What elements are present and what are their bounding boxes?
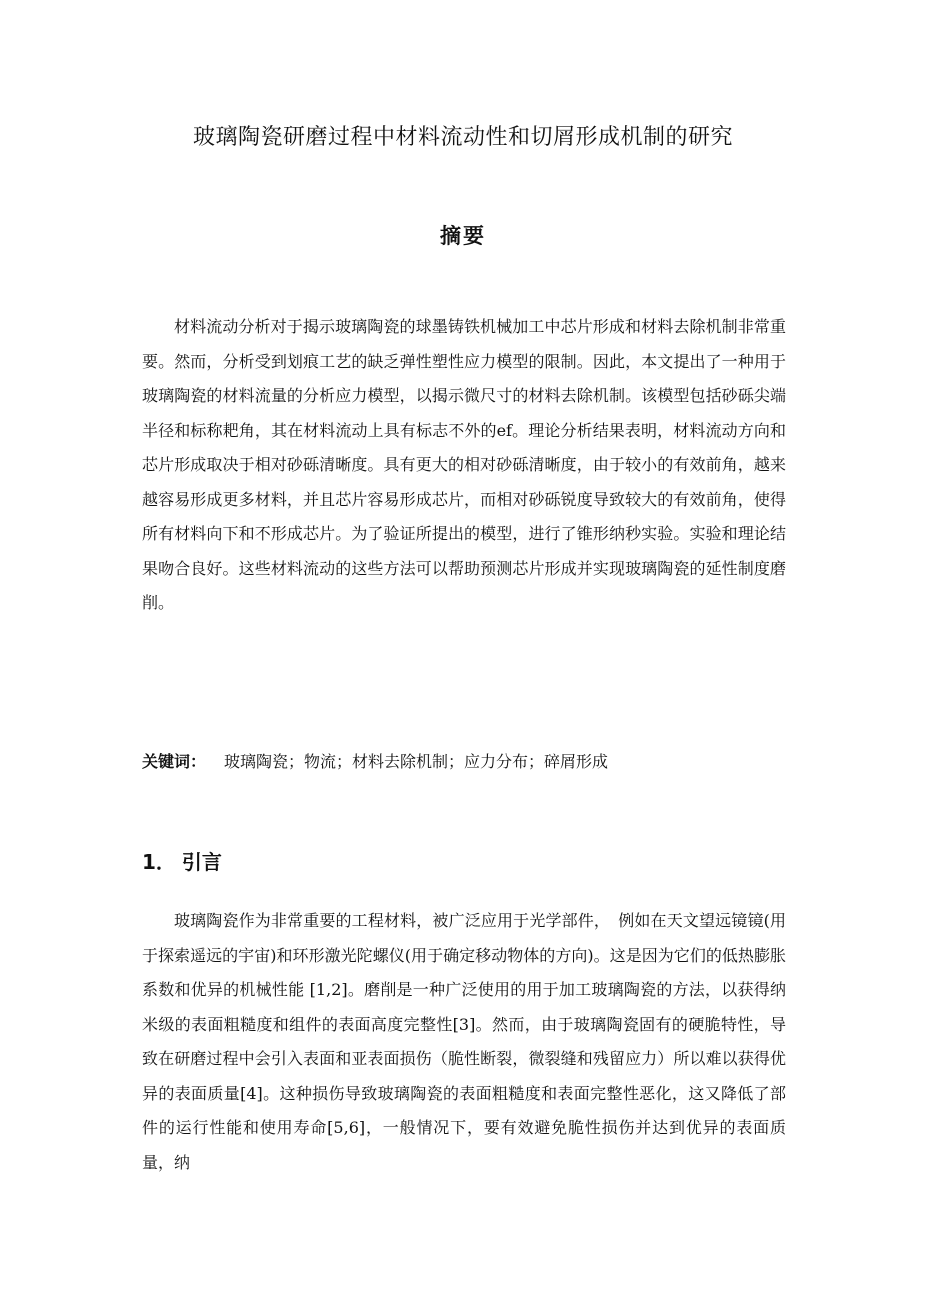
- introduction-paragraph: 玻璃陶瓷作为非常重要的工程材料，被广泛应用于光学部件， 例如在天文望远镜镜(用于探索遥远的宇宙)和环形激光陀螺仪(用于确定移动物体的方向)。这是因为它们的低热膨胀系数和优异的机械性能 [1,2]。磨削是一种广泛使用的用于加工玻璃陶瓷的方法，以获得纳米级的表面粗糙度和组件的表面高度完整性[3]。然而，由于玻璃陶瓷固有的硬脆特性，导致在研磨过程中会引入表面和亚表面损伤（脆性断裂，微裂缝和残留应力）所以难以获得优异的表面质量[4]。这种损伤导致玻璃陶瓷的表面粗糙度和表面完整性恶化，这又降低了部件的运行性能和使用寿命[5,6]，一般情况下，要有效避免脆性损伤并达到优异的表面质量，纳: [142, 911, 786, 1172]
- keywords-label: 关键词：: [142, 752, 207, 771]
- keywords-text: 玻璃陶瓷；物流；材料去除机制；应力分布；碎屑形成: [224, 752, 609, 771]
- abstract-heading: 摘要: [440, 224, 486, 248]
- keywords-line: [142, 748, 786, 776]
- abstract-paragraph: 材料流动分析对于揭示玻璃陶瓷的球墨铸铁机械加工中芯片形成和材料去除机制非常重要。然而，分析受到划痕工艺的缺乏弹性塑性应力模型的限制。因此，本文提出了一种用于玻璃陶瓷的材料流量的分析应力模型，以揭示微尺寸的材料去除机制。该模型包括砂砾尖端半径和标称耙角，其在材料流动上具有标志不外的ef。理论分析结果表明，材料流动方向和芯片形成取决于相对砂砾清晰度。具有更大的相对砂砾清晰度，由于较小的有效前角，越来越容易形成更多材料，并且芯片容易形成芯片，而相对砂砾锐度导致较大的有效前角，使得所有材料向下和不形成芯片。为了验证所提出的模型，进行了锥形纳秒实验。实验和理论结果吻合良好。这些材料流动的这些方法可以帮助预测芯片形成并实现玻璃陶瓷的延性制度磨削。: [142, 317, 786, 612]
- section-number: 1．: [142, 850, 176, 874]
- document-title: 玻璃陶瓷研磨过程中材料流动性和切屑形成机制的研究: [192, 125, 733, 150]
- section-title: 引言: [181, 850, 222, 874]
- section-heading-introduction: [142, 846, 222, 875]
